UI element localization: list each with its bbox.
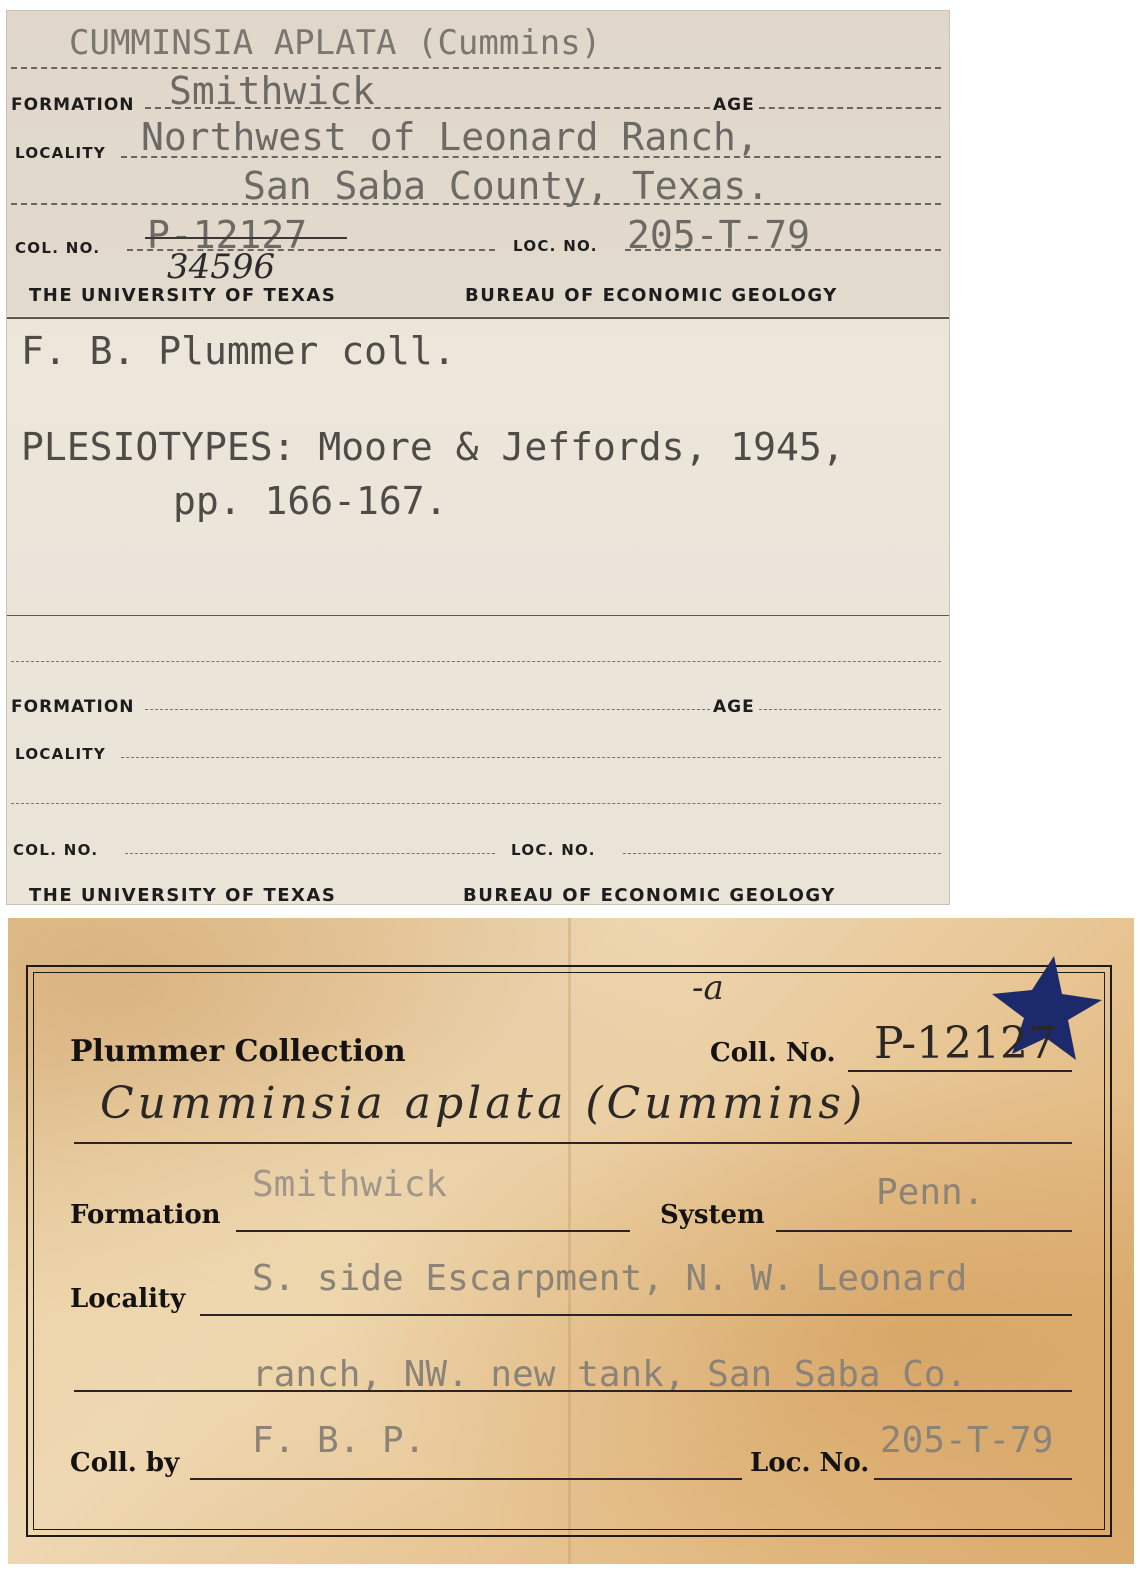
lower-locality-label: LOCALITY — [15, 745, 107, 763]
coll-by-value: F. B. P. — [252, 1420, 426, 1461]
col-no-underline — [127, 249, 495, 251]
plummer-collection-card — [8, 918, 1134, 1564]
locality-rule-1 — [200, 1314, 1072, 1316]
footer-university: THE UNIVERSITY OF TEXAS — [29, 285, 337, 306]
lower-species-underline — [11, 661, 941, 662]
label-divider — [7, 317, 950, 319]
coll-no-label: Coll. No. — [710, 1038, 836, 1068]
lower-locality-underline-1 — [121, 757, 941, 758]
system-label: System — [660, 1200, 765, 1230]
locality-rule-2 — [74, 1390, 1072, 1392]
loc-no-rule — [874, 1478, 1072, 1480]
lower-formation-label: FORMATION — [11, 697, 135, 717]
locality-underline-2 — [11, 203, 941, 205]
locality-underline-1 — [121, 156, 941, 158]
lower-footer-bureau: BUREAU OF ECONOMIC GEOLOGY — [463, 885, 836, 905]
lower-loc-no-label: LOC. NO. — [511, 841, 596, 859]
lower-age-label: AGE — [713, 697, 755, 717]
age-label: AGE — [713, 95, 755, 115]
locality-line-1: S. side Escarpment, N. W. Leonard — [252, 1258, 968, 1299]
university-label-card — [6, 10, 950, 905]
formation-rule — [236, 1230, 630, 1232]
species-rule — [74, 1142, 1072, 1144]
lower-label-top-rule — [7, 615, 950, 616]
footer-bureau: BUREAU OF ECONOMIC GEOLOGY — [465, 285, 838, 306]
lower-formation-underline — [145, 709, 710, 710]
coll-no-suffix: -a — [692, 968, 724, 1008]
lower-col-no-underline — [125, 853, 495, 854]
col-no-handwritten: 34596 — [167, 247, 276, 287]
locality-label: Locality — [70, 1284, 186, 1314]
pages-note: pp. 166-167. — [173, 479, 448, 523]
lower-age-underline — [759, 709, 941, 710]
system-value: Penn. — [876, 1172, 985, 1213]
col-no-value-struck: P-12127 — [147, 213, 308, 257]
formation-underline — [145, 107, 710, 109]
loc-no-value: 205-T-79 — [880, 1420, 1054, 1461]
coll-no-value: P-12127 — [874, 1018, 1057, 1069]
system-rule — [776, 1230, 1072, 1232]
lower-loc-no-underline — [623, 853, 941, 854]
coll-no-rule — [848, 1070, 1072, 1072]
locality-line-1: Northwest of Leonard Ranch, — [141, 115, 759, 159]
loc-no-label: LOC. NO. — [513, 237, 598, 255]
lower-footer-university: THE UNIVERSITY OF TEXAS — [29, 885, 337, 905]
loc-no-underline — [625, 249, 941, 251]
locality-label: LOCALITY — [15, 144, 107, 162]
formation-value: Smithwick — [169, 69, 375, 113]
collector-note: F. B. Plummer coll. — [21, 329, 456, 373]
col-no-label: COL. NO. — [15, 239, 101, 257]
locality-line-2: San Saba County, Texas. — [243, 164, 770, 208]
age-underline — [759, 107, 941, 109]
species-handwritten: Cumminsia aplata (Cummins) — [100, 1078, 867, 1129]
coll-by-rule — [190, 1478, 742, 1480]
col-no-strikethrough — [145, 237, 347, 239]
card-title: Plummer Collection — [70, 1034, 406, 1069]
lower-col-no-label: COL. NO. — [13, 841, 99, 859]
locality-line-2: ranch, NW. new tank, San Saba Co. — [252, 1354, 968, 1395]
loc-no-value: 205-T-79 — [627, 213, 811, 257]
formation-label: FORMATION — [11, 95, 135, 115]
species-underline — [11, 67, 941, 69]
coll-by-label: Coll. by — [70, 1448, 180, 1478]
lower-locality-underline-2 — [11, 803, 941, 804]
formation-label: Formation — [70, 1200, 221, 1230]
species-line: CUMMINSIA APLATA (Cummins) — [69, 23, 602, 63]
loc-no-label: Loc. No. — [750, 1448, 870, 1478]
plesiotypes-note: PLESIOTYPES: Moore & Jeffords, 1945, — [21, 425, 845, 469]
formation-value: Smithwick — [252, 1164, 448, 1205]
